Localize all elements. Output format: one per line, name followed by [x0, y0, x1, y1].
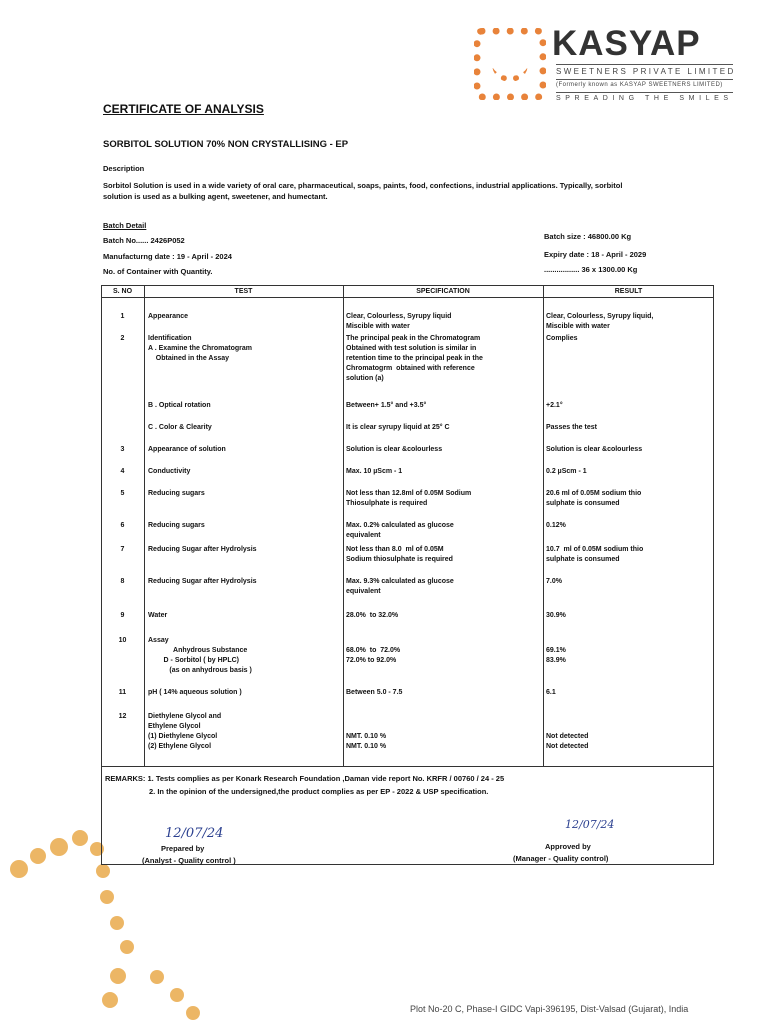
test-cell: Obtained in the Assay	[148, 355, 230, 362]
row-number: 10	[118, 637, 127, 644]
result-cell: 83.9%	[546, 657, 566, 664]
footer-address: Plot No-20 C, Phase-I GIDC Vapi-396195, Dist-Valsad (Gujarat), India	[410, 1004, 689, 1014]
spec-cell: The principal peak in the Chromatogram	[346, 335, 481, 342]
column-divider	[543, 285, 544, 766]
result-cell: 6.1	[546, 689, 556, 696]
test-cell: Anhydrous Substance	[148, 647, 248, 654]
prepared-by-label: Prepared by	[161, 844, 205, 853]
description-text: Sorbitol Solution is used in a wide variety of oral care, pharmaceutical, soaps, paints, food, confections, industrial applications. Typically, sorbitol	[103, 181, 623, 190]
result-cell: Solution is clear &colourless	[546, 446, 643, 453]
test-cell: Appearance	[148, 313, 189, 320]
result-cell: 10.7 ml of 0.05M sodium thio	[546, 546, 644, 553]
remarks-line-1: REMARKS: 1. Tests complies as per Konark Research Foundation ,Daman vide report No. KRFR / 00760 / 24 - 25	[105, 774, 505, 783]
test-cell: pH ( 14% aqueous solution )	[148, 689, 242, 696]
row-number: 12	[118, 713, 127, 720]
logo-divider	[556, 79, 733, 80]
spec-cell: equivalent	[346, 588, 381, 595]
spec-cell: retention time to the principal peak in the	[346, 355, 483, 362]
spec-cell: equivalent	[346, 532, 381, 539]
logo-divider	[556, 64, 733, 65]
test-cell: (1) Diethylene Glycol	[148, 733, 218, 740]
logo-divider	[556, 92, 733, 93]
test-cell: Water	[148, 612, 168, 619]
test-cell: (as on anhydrous basis )	[148, 667, 252, 674]
expiry-date: Expiry date : 18 - April - 2029	[544, 250, 647, 259]
remarks-divider	[101, 766, 714, 767]
spec-cell: Between 5.0 - 7.5	[346, 689, 403, 696]
row-number: 5	[120, 490, 125, 497]
test-cell: Ethylene Glycol	[148, 723, 201, 730]
header-specification: SPECIFICATION	[416, 288, 470, 295]
spec-cell: Max. 9.3% calculated as glucose	[346, 578, 454, 585]
spec-cell: NMT. 0.10 %	[346, 733, 387, 740]
header-result: RESULT	[614, 288, 643, 295]
spec-cell: Clear, Colourless, Syrupy liquid	[346, 313, 452, 320]
page-title: CERTIFICATE OF ANALYSIS	[103, 102, 264, 116]
result-cell: 20.6 ml of 0.05M sodium thio	[546, 490, 642, 497]
spec-cell: NMT. 0.10 %	[346, 743, 387, 750]
spec-cell: 72.0% to 92.0%	[346, 657, 397, 664]
row-number: 9	[120, 612, 125, 619]
header-test: TEST	[234, 288, 253, 295]
row-number: 8	[120, 578, 125, 585]
result-cell: Miscible with water	[546, 323, 610, 330]
company-line2: (Formerly known as KASYAP SWEETNERS LIMITED)	[556, 82, 723, 88]
approved-signature: 12/07/24	[565, 818, 615, 831]
approved-by-label: Approved by	[545, 842, 591, 851]
spec-cell: Not less than 8.0 ml of 0.05M	[346, 546, 444, 553]
test-cell: Reducing sugars	[148, 522, 205, 529]
spec-cell: Between+ 1.5° and +3.5°	[346, 402, 427, 409]
spec-cell: solution (a)	[346, 375, 384, 382]
test-cell: Reducing Sugar after Hydrolysis	[148, 546, 257, 553]
product-name: SORBITOL SOLUTION 70% NON CRYSTALLISING - EP	[103, 139, 349, 150]
row-number: 3	[120, 446, 125, 453]
header-sno: S. NO	[112, 288, 133, 295]
test-cell: Diethylene Glycol and	[148, 713, 222, 720]
row-number: 2	[120, 335, 125, 342]
approved-by-role: (Manager - Quality control)	[513, 854, 609, 863]
batch-number: Batch No...... 2426P052	[103, 236, 185, 245]
spec-cell: Miscible with water	[346, 323, 410, 330]
spec-cell: Thiosulphate is required	[346, 500, 428, 507]
result-cell: Not detected	[546, 733, 589, 740]
spec-cell: 28.0% to 32.0%	[346, 612, 399, 619]
test-cell: Appearance of solution	[148, 446, 226, 453]
result-cell: Not detected	[546, 743, 589, 750]
company-tagline: SPREADING THE SMILES	[556, 95, 733, 102]
spec-cell: Obtained with test solution is similar in	[346, 345, 477, 352]
company-line1: SWEETNERS PRIVATE LIMITED	[556, 67, 736, 76]
batch-size: Batch size : 46800.00 Kg	[544, 232, 632, 241]
result-cell: 69.1%	[546, 647, 566, 654]
result-cell: 30.9%	[546, 612, 566, 619]
test-cell: (2) Ethylene Glycol	[148, 743, 212, 750]
test-cell: C . Color & Clearity	[148, 424, 212, 431]
row-number: 4	[120, 468, 125, 475]
manufacturing-date: Manufacturng date : 19 - April - 2024	[103, 252, 232, 261]
result-cell: 0.12%	[546, 522, 566, 529]
result-cell: 0.2 µScm - 1	[546, 468, 587, 475]
test-cell: Assay	[148, 637, 169, 644]
description-text: solution is used as a bulking agent, sweetener, and humectant.	[103, 192, 328, 201]
row-number: 1	[120, 313, 125, 320]
company-name: KASYAP	[552, 24, 701, 63]
row-number: 6	[120, 522, 125, 529]
test-cell: Reducing Sugar after Hydrolysis	[148, 578, 257, 585]
test-cell: A . Examine the Chromatogram	[148, 345, 252, 352]
prepared-by-role: (Analyst - Quality control )	[142, 856, 236, 865]
remarks-line-2: 2. In the opinion of the undersigned,the product complies as per EP - 2022 & USP specification.	[149, 787, 489, 796]
spec-cell: Not less than 12.8ml of 0.05M Sodium	[346, 490, 472, 497]
column-divider	[343, 285, 344, 766]
spec-cell: It is clear syrupy liquid at 25° C	[346, 424, 450, 431]
test-cell: Reducing sugars	[148, 490, 205, 497]
result-cell: +2.1°	[546, 402, 563, 409]
description-heading: Description	[103, 164, 145, 173]
spec-cell: Sodium thiosulphate is required	[346, 556, 453, 563]
result-cell: sulphate is consumed	[546, 556, 620, 563]
spec-cell: Max. 0.2% calculated as glucose	[346, 522, 454, 529]
column-divider	[144, 285, 145, 766]
spec-cell: Chromatogrm obtained with reference	[346, 365, 475, 372]
test-cell: D - Sorbitol ( by HPLC)	[148, 657, 239, 664]
result-cell: Clear, Colourless, Syrupy liquid,	[546, 313, 654, 320]
row-number: 11	[118, 689, 127, 696]
test-cell: B . Optical rotation	[148, 402, 211, 409]
result-cell: sulphate is consumed	[546, 500, 620, 507]
spec-cell: Max. 10 µScm - 1	[346, 468, 403, 475]
result-cell: Complies	[546, 335, 578, 342]
header-divider	[101, 297, 714, 298]
row-number: 7	[120, 546, 125, 553]
spec-cell: Solution is clear &colourless	[346, 446, 443, 453]
batch-heading: Batch Detail	[103, 221, 147, 230]
container-label: No. of Container with Quantity.	[103, 267, 213, 276]
test-cell: Conductivity	[148, 468, 191, 475]
container-quantity: ................. 36 x 1300.00 Kg	[544, 265, 638, 274]
test-cell: Identification	[148, 335, 192, 342]
spec-cell: 68.0% to 72.0%	[346, 647, 401, 654]
result-cell: Passes the test	[546, 424, 597, 431]
prepared-signature: 12/07/24	[165, 826, 224, 841]
result-cell: 7.0%	[546, 578, 562, 585]
